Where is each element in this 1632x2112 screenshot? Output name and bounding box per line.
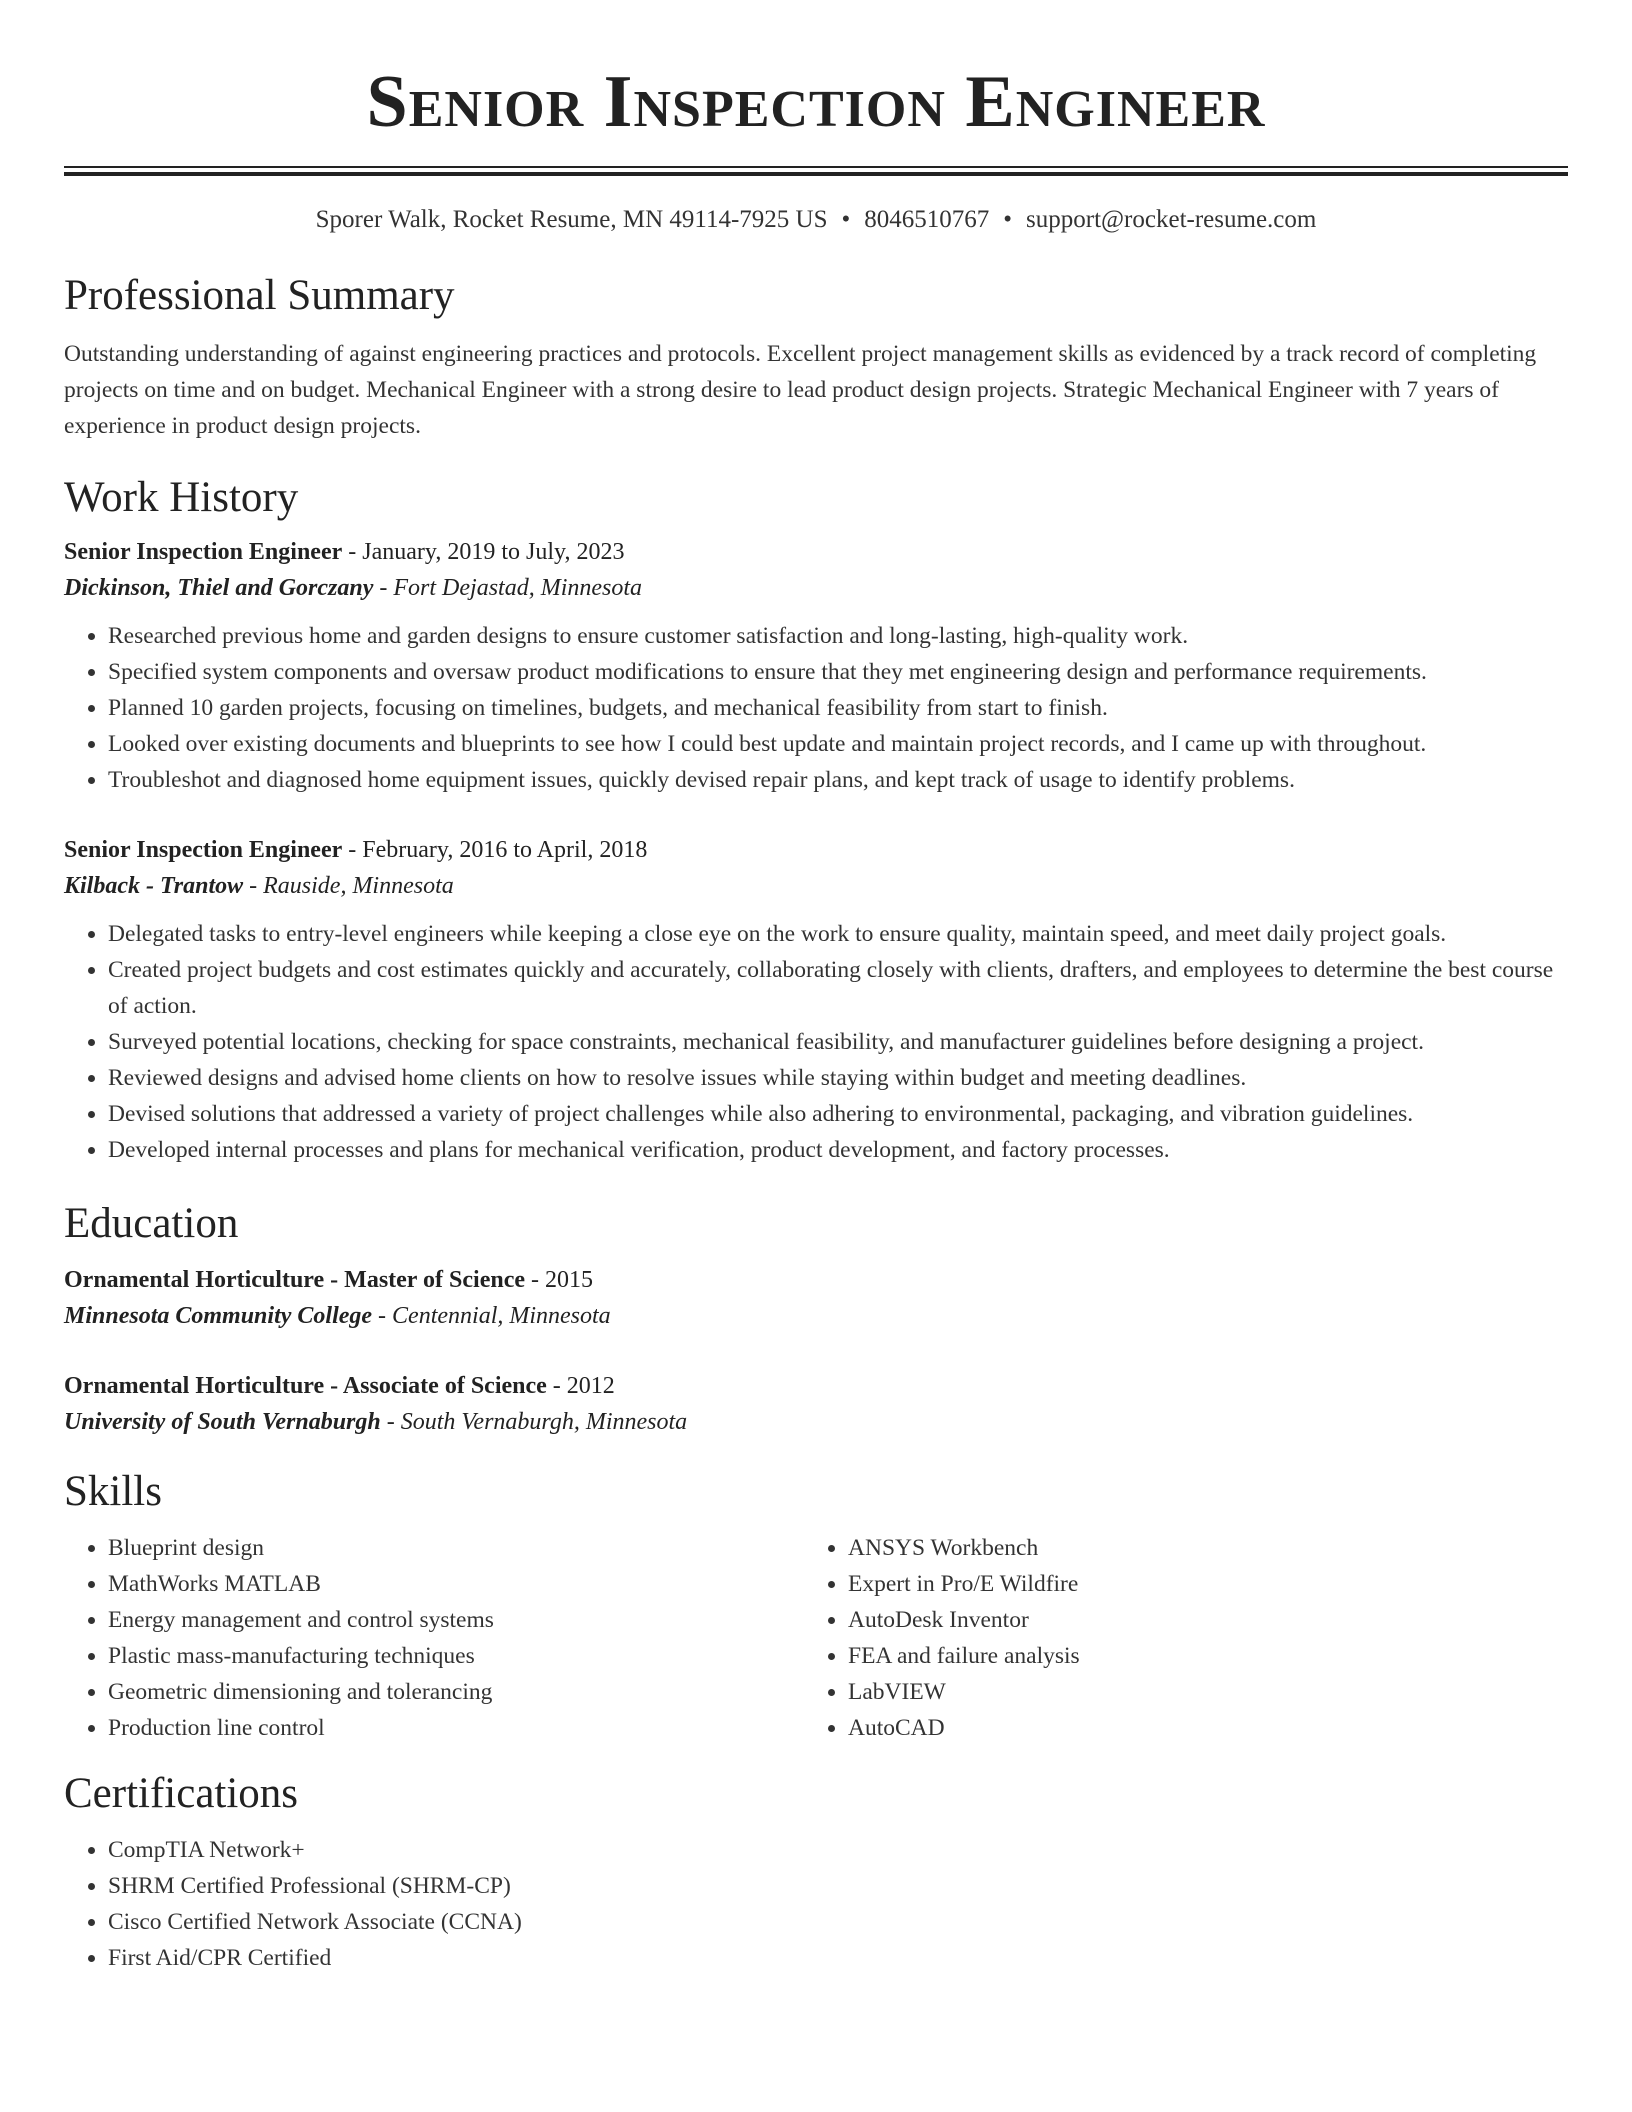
job-title: Senior Inspection Engineer: [64, 539, 343, 565]
contact-phone: 8046510767: [864, 206, 990, 233]
title-divider: [64, 166, 1568, 176]
skill-item: • Geometric dimensioning and tolerancing: [108, 1674, 804, 1710]
education-year: - 2015: [525, 1267, 593, 1293]
education-entry: [64, 1262, 1568, 1334]
education-location: - Centennial, Minnesota: [372, 1303, 611, 1329]
education-school: Minnesota Community College: [64, 1303, 373, 1329]
job-entry: [64, 832, 1568, 1168]
contact-address: Sporer Walk, Rocket Resume, MN 49114-7925 US: [315, 206, 828, 233]
skill-item: • AutoDesk Inventor: [848, 1602, 1544, 1638]
education-entry: [64, 1368, 1568, 1440]
skill-item: • Expert in Pro/E Wildfire: [848, 1566, 1544, 1602]
job-employer: [64, 570, 1568, 606]
work-history-heading: Work History: [64, 474, 299, 521]
summary-section: [64, 270, 1568, 444]
skill-item: • Production line control: [108, 1710, 804, 1746]
contact-line: [64, 204, 1568, 236]
skills-heading: Skills: [64, 1468, 162, 1515]
skill-item: • LabVIEW: [848, 1674, 1544, 1710]
job-duty: • Troubleshot and diagnosed home equipment issues, quickly devised repair plans, and kept track of usage to identify problems.: [108, 762, 1568, 798]
job-duties-list: [64, 916, 1568, 1168]
job-dates: - February, 2016 to April, 2018: [342, 837, 648, 863]
education-degree: Ornamental Horticulture - Master of Science: [64, 1267, 525, 1293]
job-header: [64, 534, 1568, 570]
job-duty: • Devised solutions that addressed a variety of project challenges while also adhering to environmental, packaging, and vibration guidelines.: [108, 1096, 1568, 1132]
skill-item: • ANSYS Workbench: [848, 1530, 1544, 1566]
job-duty: • Developed internal processes and plans for mechanical verification, product development, and factory processes.: [108, 1132, 1568, 1168]
skill-item: • FEA and failure analysis: [848, 1638, 1544, 1674]
job-duty: • Looked over existing documents and blueprints to see how I could best update and maintain project records, and I came up with throughout.: [108, 726, 1568, 762]
job-dates: - January, 2019 to July, 2023: [342, 539, 625, 565]
education-heading: Education: [64, 1200, 239, 1247]
education-section: [64, 1198, 1568, 1440]
job-duty: • Delegated tasks to entry-level engineers while keeping a close eye on the work to ensure quality, maintain speed, and meet daily project goals.: [108, 916, 1568, 952]
contact-separator: •: [1003, 206, 1013, 233]
certifications-section: [64, 1768, 1568, 1976]
contact-separator: •: [841, 206, 851, 233]
job-company: Dickinson, Thiel and Gorczany: [64, 575, 374, 601]
skills-section: [64, 1466, 1568, 1746]
job-duty: • Specified system components and oversaw product modifications to ensure that they met engineering design and performance requirements.: [108, 654, 1568, 690]
job-location: - Rauside, Minnesota: [243, 873, 454, 899]
certification-item: • SHRM Certified Professional (SHRM-CP): [108, 1868, 1568, 1904]
job-location: - Fort Dejastad, Minnesota: [373, 575, 643, 601]
job-duty: • Surveyed potential locations, checking for space constraints, mechanical feasibility, and manufacturer guidelines before designing a project.: [108, 1024, 1568, 1060]
skills-list-right: [804, 1530, 1544, 1746]
education-degree-line: [64, 1368, 1568, 1404]
resume-title: Senior Inspection Engineer: [366, 61, 1266, 143]
job-duty: • Created project budgets and cost estimates quickly and accurately, collaborating closely with clients, drafters, and employees to determine the best course of action.: [108, 952, 1568, 1024]
education-year: - 2012: [546, 1373, 615, 1399]
skill-item: • Energy management and control systems: [108, 1602, 804, 1638]
skill-item: • MathWorks MATLAB: [108, 1566, 804, 1602]
job-duties-list: [64, 618, 1568, 798]
education-school-line: [64, 1404, 1568, 1440]
education-school-line: [64, 1298, 1568, 1334]
skill-item: • Blueprint design: [108, 1530, 804, 1566]
summary-heading: Professional Summary: [64, 272, 455, 319]
work-history-section: [64, 472, 1568, 1168]
certifications-list: [64, 1832, 1568, 1976]
job-duty: • Planned 10 garden projects, focusing on timelines, budgets, and mechanical feasibility from start to finish.: [108, 690, 1568, 726]
certifications-heading: Certifications: [64, 1770, 299, 1817]
job-company: Kilback - Trantow: [64, 873, 244, 899]
job-header: [64, 832, 1568, 868]
education-school: University of South Vernaburgh: [64, 1409, 381, 1435]
job-duty: • Reviewed designs and advised home clients on how to resolve issues while staying within budget and meeting deadlines.: [108, 1060, 1568, 1096]
job-employer: [64, 868, 1568, 904]
skills-list-left: [64, 1530, 804, 1746]
education-degree-line: [64, 1262, 1568, 1298]
skills-columns: [64, 1530, 1568, 1746]
job-duty: • Researched previous home and garden designs to ensure customer satisfaction and long-lasting, high-quality work.: [108, 618, 1568, 654]
skill-item: • Plastic mass-manufacturing techniques: [108, 1638, 804, 1674]
certification-item: • First Aid/CPR Certified: [108, 1940, 1568, 1976]
skill-item: • AutoCAD: [848, 1710, 1544, 1746]
job-title: Senior Inspection Engineer: [64, 837, 343, 863]
education-location: - South Vernaburgh, Minnesota: [380, 1409, 688, 1435]
job-entry: [64, 534, 1568, 798]
certification-item: • Cisco Certified Network Associate (CCNA): [108, 1904, 1568, 1940]
certification-item: • CompTIA Network+: [108, 1832, 1568, 1868]
summary-text: Outstanding understanding of against engineering practices and protocols. Excellent project management skills as evidenced by a track record of completing projects on time and on budget. Mechanical Engineer with a strong desire to lead product design projects. Strategic Mechanical Engineer with 7 years of experience in product design projects.: [64, 341, 1537, 439]
education-degree: Ornamental Horticulture - Associate of Science: [64, 1373, 547, 1399]
contact-email: support@rocket-resume.com: [1026, 206, 1317, 233]
